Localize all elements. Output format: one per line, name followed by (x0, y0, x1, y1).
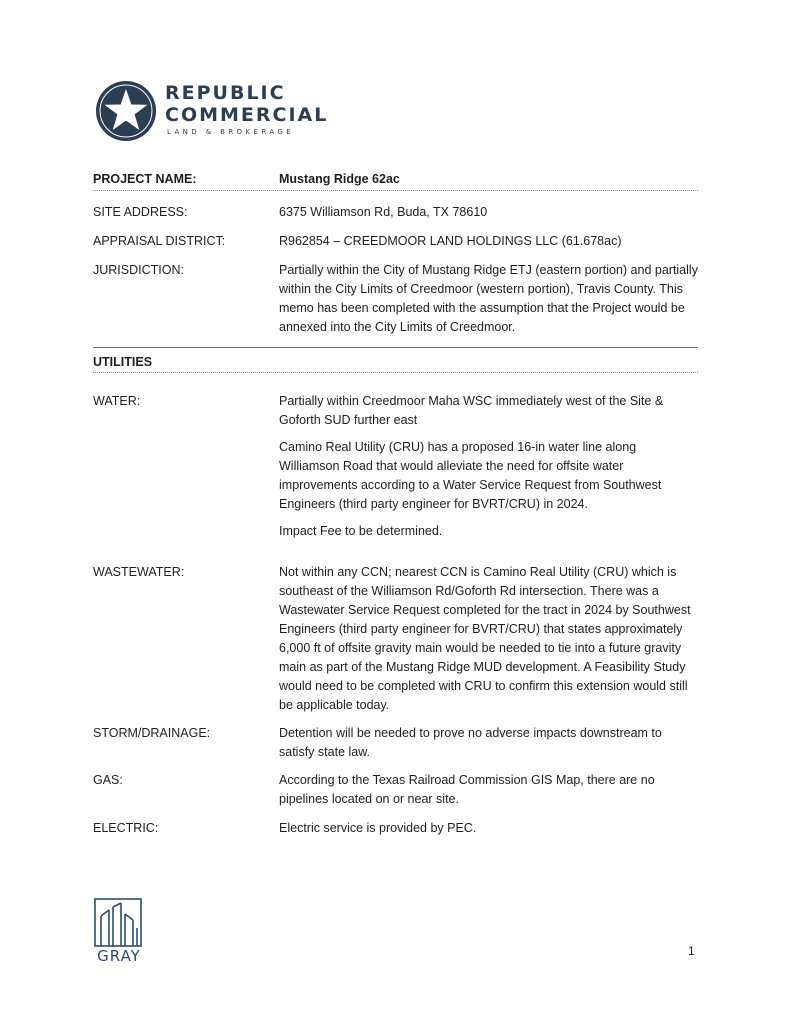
utilities-heading: UTILITIES (93, 355, 153, 369)
gas-label: GAS: (93, 773, 123, 787)
divider (93, 190, 698, 191)
project-name-label: PROJECT NAME: (93, 172, 197, 186)
jurisdiction-label: JURISDICTION: (93, 263, 184, 277)
brand-name-line2: COMMERCIAL (165, 104, 329, 126)
water-label: WATER: (93, 394, 141, 408)
wastewater-label: WASTEWATER: (93, 565, 185, 579)
brand-name-line1: REPUBLIC (165, 82, 286, 104)
site-address-label: SITE ADDRESS: (93, 205, 188, 219)
water-paragraph: Partially within Creedmoor Maha WSC immediately west of the Site & Goforth SUD further east (279, 394, 664, 427)
gray-buildings-icon (94, 898, 142, 950)
water-paragraph: Camino Real Utility (CRU) has a proposed 16-in water line along Williamson Road that would alleviate the need for offsite water improvements according to a Water Service Request from Southwest Engineers (third party engineer for BVRT/CRU) in 2024. (279, 440, 662, 511)
water-paragraph: Impact Fee to be determined. (279, 524, 443, 538)
site-address-value: 6375 Williamson Rd, Buda, TX 78610 (279, 205, 488, 219)
storm-drainage-value: Detention will be needed to prove no adverse impacts downstream to satisfy state law. (279, 726, 662, 759)
divider (93, 347, 698, 348)
appraisal-district-value: R962854 – CREEDMOOR LAND HOLDINGS LLC (61.678ac) (279, 234, 622, 248)
gas-value: According to the Texas Railroad Commission GIS Map, there are no pipelines located on or near site. (279, 773, 655, 806)
brand-subtitle: LAND & BROKERAGE (167, 128, 295, 136)
electric-label: ELECTRIC: (93, 821, 159, 835)
electric-value: Electric service is provided by PEC. (279, 821, 477, 835)
page-number: 1 (688, 944, 695, 958)
republic-star-seal-icon (95, 80, 157, 142)
jurisdiction-value: Partially within the City of Mustang Ridge ETJ (eastern portion) and partially within the City Limits of Creedmoor (western portion), Travis County. This memo has been completed with the assumption that the Project would be annexed into the City Limits of Creedmoor. (279, 263, 698, 334)
appraisal-district-label: APPRAISAL DISTRICT: (93, 234, 226, 248)
storm-drainage-label: STORM/DRAINAGE: (93, 726, 211, 740)
water-value (279, 392, 699, 541)
project-name-value: Mustang Ridge 62ac (279, 172, 400, 186)
gray-logo-text: GRAY (97, 947, 141, 965)
wastewater-value: Not within any CCN; nearest CCN is Camino Real Utility (CRU) which is southeast of the Williamson Rd/Goforth Rd intersection. There was a Wastewater Service Request completed for the tract in 2024 by Southwest Engineers (third party engineer for BVRT/CRU) that states approximately 6,000 ft of offsite gravity main would be needed to tie into a future gravity main as part of the Mustang Ridge MUD development. A Feasibility Study would need to be completed with CRU to confirm this extension would still be applicable today. (279, 565, 691, 712)
divider (93, 372, 698, 373)
